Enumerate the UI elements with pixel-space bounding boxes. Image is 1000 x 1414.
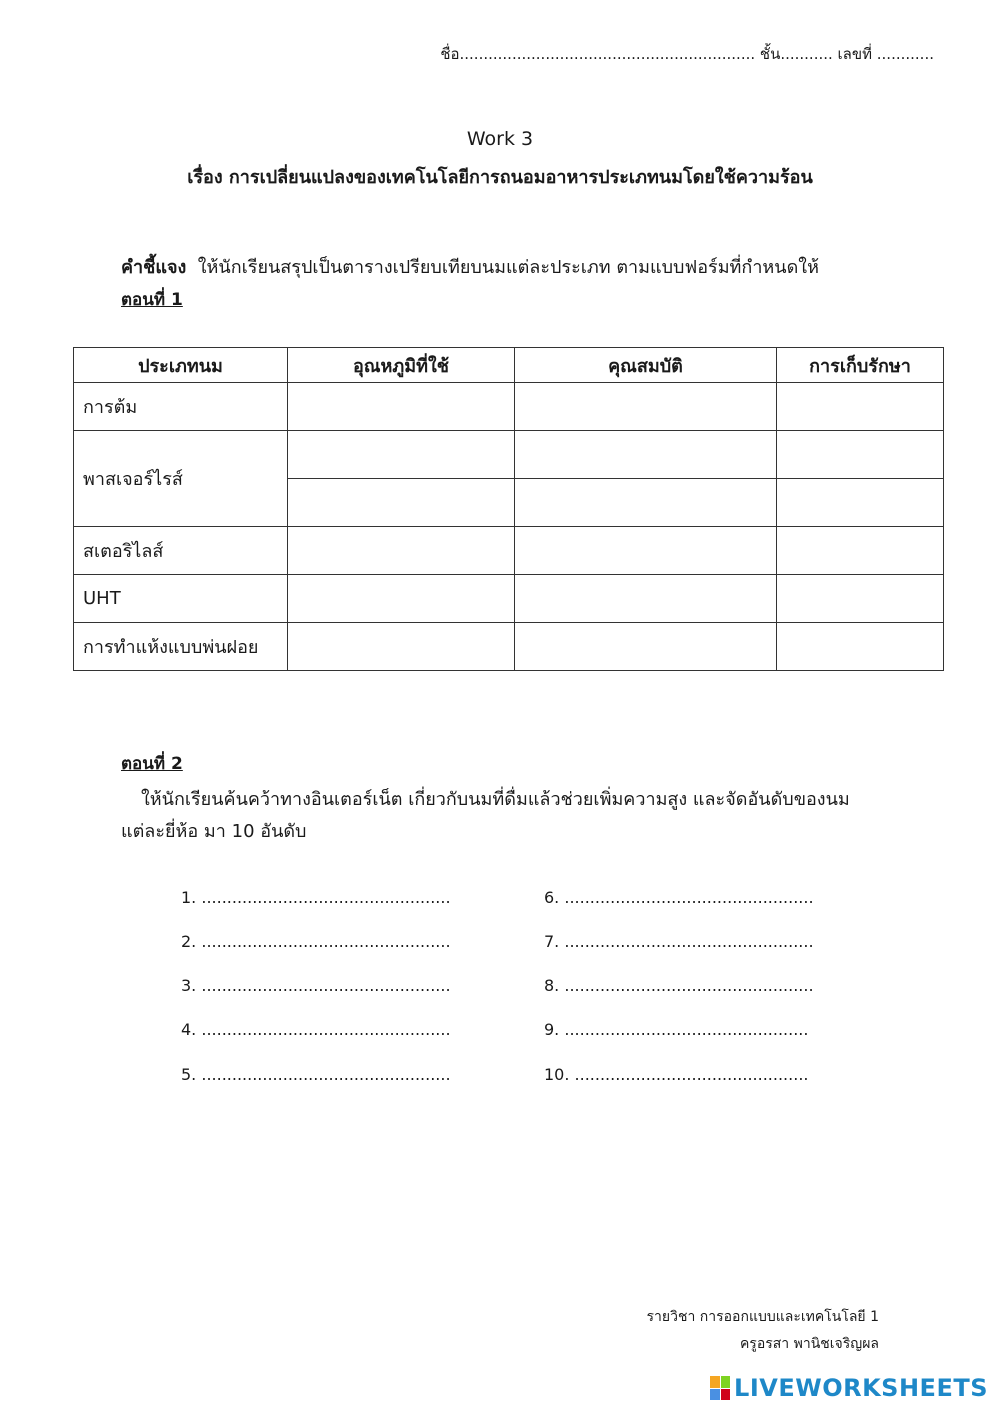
answer-cell[interactable] (515, 383, 777, 431)
ranking-item[interactable]: 10. .............................................. (544, 1065, 809, 1084)
table-row (74, 623, 944, 671)
part2-text-line1: ให้นักเรียนค้นคว้าทางอินเตอร์เน็ต เกี่ยวกับนมที่ดื่มแล้วช่วยเพิ่มความสูง และจัดอันดับของนม (141, 789, 850, 810)
answer-cell[interactable] (288, 527, 515, 575)
instructions-label: คำชี้แจง (121, 257, 187, 278)
table-row (74, 431, 944, 479)
row-label-uht: UHT (74, 575, 288, 623)
table-row (74, 575, 944, 623)
part2-label: ตอนที่ 2 (121, 754, 183, 774)
liveworksheets-logo (710, 1374, 988, 1402)
part2-text-line2: แต่ละยี่ห้อ มา 10 อันดับ (121, 821, 307, 842)
answer-cell[interactable] (777, 527, 944, 575)
table-row (74, 383, 944, 431)
part1-label: ตอนที่ 1 (121, 290, 183, 310)
header-temperature: อุณหภูมิที่ใช้ (288, 348, 515, 383)
header-properties: คุณสมบัติ (515, 348, 777, 383)
ranking-item[interactable]: 3. ................................................. (181, 976, 451, 995)
row-label-sterilized: สเตอริไลส์ (74, 527, 288, 575)
answer-cell[interactable] (515, 575, 777, 623)
work-title: Work 3 (466, 128, 534, 150)
footer-teacher: ครูอรสา พานิชเจริญผล (739, 1336, 879, 1352)
footer-subject: รายวิชา การออกแบบและเทคโนโลยี 1 (646, 1309, 879, 1325)
ranking-item[interactable]: 1. ................................................. (181, 888, 451, 907)
answer-cell[interactable] (515, 527, 777, 575)
answer-cell[interactable] (777, 431, 944, 479)
answer-cell[interactable] (515, 479, 777, 527)
brand-name: LIVEWORKSHEETS (734, 1374, 988, 1402)
ranking-item[interactable]: 2. ................................................. (181, 932, 451, 951)
ranking-item[interactable]: 9. ................................................ (544, 1020, 809, 1039)
table-header-row (74, 348, 944, 383)
student-info-line: ชื่อ.............................................................. ชั้น........... เลขที่ ............ (440, 45, 934, 63)
comparison-table (73, 347, 944, 671)
answer-cell[interactable] (515, 623, 777, 671)
answer-cell[interactable] (777, 575, 944, 623)
ranking-item[interactable]: 4. ................................................. (181, 1020, 451, 1039)
answer-cell[interactable] (777, 383, 944, 431)
ranking-item[interactable]: 7. ................................................. (544, 932, 814, 951)
answer-cell[interactable] (288, 383, 515, 431)
liveworksheets-icon (710, 1376, 730, 1400)
header-storage: การเก็บรักษา (777, 348, 944, 383)
header-milk-type: ประเภทนม (74, 348, 288, 383)
subject-title: เรื่อง การเปลี่ยนแปลงของเทคโนโลยีการถนอมอาหารประเภทนมโดยใช้ความร้อน (187, 167, 813, 188)
part2-instructions (121, 784, 901, 848)
ranking-item[interactable]: 5. ................................................. (181, 1065, 451, 1084)
row-label-spray-drying: การทำแห้งแบบพ่นฝอย (74, 623, 288, 671)
answer-cell[interactable] (288, 623, 515, 671)
instructions (121, 252, 819, 281)
answer-cell[interactable] (777, 479, 944, 527)
answer-cell[interactable] (288, 431, 515, 479)
answer-cell[interactable] (288, 575, 515, 623)
answer-cell[interactable] (777, 623, 944, 671)
table-row (74, 527, 944, 575)
instructions-text: ให้นักเรียนสรุปเป็นตารางเปรียบเทียบนมแต่ละประเภท ตามแบบฟอร์มที่กำหนดให้ (197, 257, 819, 278)
row-label-boiling: การต้ม (74, 383, 288, 431)
row-label-pasteurized: พาสเจอร์ไรส์ (74, 431, 288, 527)
answer-cell[interactable] (515, 431, 777, 479)
ranking-item[interactable]: 6. ................................................. (544, 888, 814, 907)
ranking-item[interactable]: 8. ................................................. (544, 976, 814, 995)
answer-cell[interactable] (288, 479, 515, 527)
